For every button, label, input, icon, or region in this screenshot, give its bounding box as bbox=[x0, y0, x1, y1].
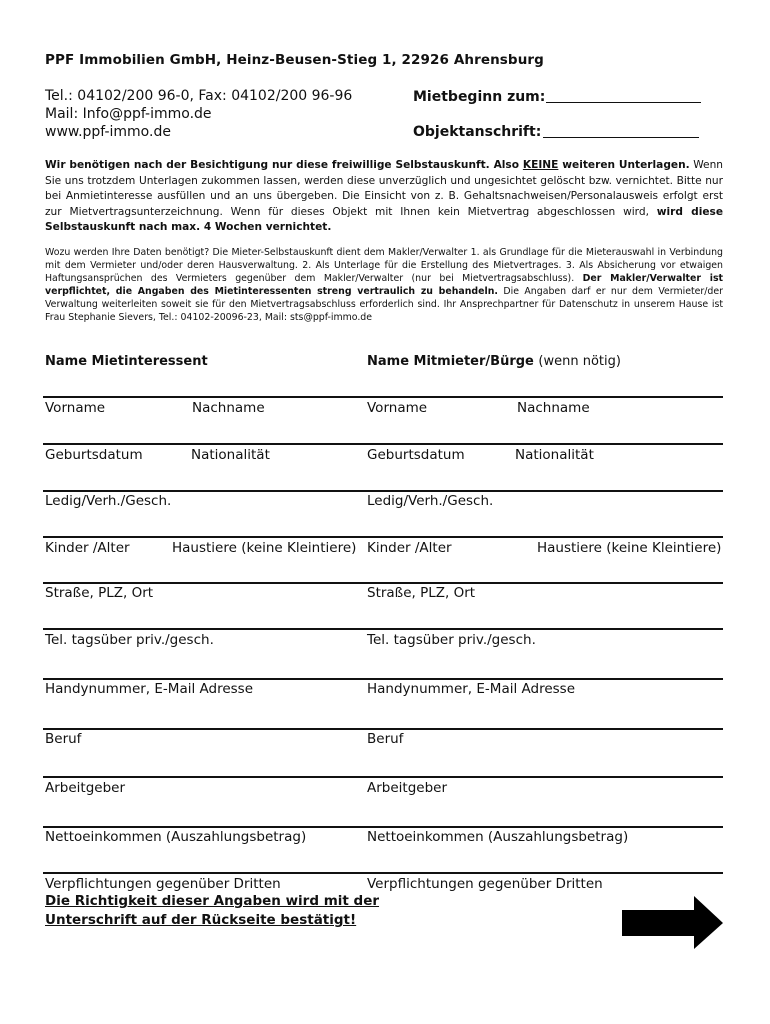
field-familienstand[interactable]: Ledig/Verh./Gesch. bbox=[45, 493, 172, 509]
company-header: PPF Immobilien GmbH, Heinz-Beusen-Stieg 1, 22926 Ahrensburg bbox=[45, 52, 544, 68]
objektanschrift-label: Objektanschrift: bbox=[413, 124, 542, 140]
form-rule bbox=[43, 826, 723, 828]
mietbeginn-label: Mietbeginn zum: bbox=[413, 89, 546, 105]
form-rule bbox=[43, 443, 723, 445]
arrow-right-icon bbox=[622, 896, 724, 950]
field-strasse-2[interactable]: Straße, PLZ, Ort bbox=[367, 585, 476, 601]
field-arbeitgeber[interactable]: Arbeitgeber bbox=[45, 780, 126, 796]
field-kinder[interactable]: Kinder /Alter bbox=[45, 540, 130, 556]
field-nachname-2[interactable]: Nachname bbox=[517, 400, 590, 416]
field-arbeitgeber-2[interactable]: Arbeitgeber bbox=[367, 780, 448, 796]
field-nachname[interactable]: Nachname bbox=[192, 400, 265, 416]
form-rule bbox=[43, 396, 723, 398]
field-haustiere[interactable]: Haustiere (keine Kleintiere) bbox=[172, 540, 357, 556]
field-verpflichtungen-2[interactable]: Verpflichtungen gegenüber Dritten bbox=[367, 876, 603, 892]
field-nationalitaet-2[interactable]: Nationalität bbox=[515, 447, 594, 463]
field-haustiere-2[interactable]: Haustiere (keine Kleintiere) bbox=[537, 540, 722, 556]
field-geburtsdatum[interactable]: Geburtsdatum bbox=[45, 447, 143, 463]
field-strasse[interactable]: Straße, PLZ, Ort bbox=[45, 585, 154, 601]
confirmation-note: Die Richtigkeit dieser Angaben wird mit der Unterschrift auf der Rückseite bestätigt! bbox=[45, 893, 380, 928]
form-rule bbox=[43, 536, 723, 538]
field-handy[interactable]: Handynummer, E-Mail Adresse bbox=[45, 681, 254, 697]
field-tel[interactable]: Tel. tagsüber priv./gesch. bbox=[45, 632, 214, 648]
mietbeginn-input-line[interactable] bbox=[546, 102, 701, 103]
field-geburtsdatum-2[interactable]: Geburtsdatum bbox=[367, 447, 465, 463]
form-rule bbox=[43, 776, 723, 778]
privacy-paragraph: Wozu werden Ihre Daten benötigt? Die Mieter-Selbstauskunft dient dem Makler/Verwalter 1. als Grundlage für die Mieterauswahl in Verbindung mit dem Vermieter und/oder deren Hausverwaltung. 2. Als Unterlage für die Erstellung des Mietvertrages. 3. Als Absicherung vor etwaigen Haftungsansprüchen des Vermieters gegenüber dem Makler/Verwalter (nur bei Mietvertragsabschluss). Der Makler/Verwalter ist verpflichtet, die Angaben des Mietinteressenten streng vertraulich zu behandeln. Die Angaben darf er nur dem Vermieter/der Verwaltung weiterleiten soweit sie für den Mietvertragsabschluss erforderlich sind. Ihr Ansprechpartner für Datenschutz in unserem Hause ist Frau Stephanie Sievers, Tel.: 04102-20096-23, Mail: sts@ppf-immo.de bbox=[45, 247, 724, 323]
field-verpflichtungen[interactable]: Verpflichtungen gegenüber Dritten bbox=[45, 876, 281, 892]
right-column-heading: Name Mitmieter/Bürge (wenn nötig) bbox=[367, 354, 621, 369]
field-tel-2[interactable]: Tel. tagsüber priv./gesch. bbox=[367, 632, 536, 648]
objektanschrift-input-line[interactable] bbox=[543, 137, 699, 138]
field-netto[interactable]: Nettoeinkommen (Auszahlungsbetrag) bbox=[45, 829, 307, 845]
form-rule bbox=[43, 582, 723, 584]
field-netto-2[interactable]: Nettoeinkommen (Auszahlungsbetrag) bbox=[367, 829, 629, 845]
field-familienstand-2[interactable]: Ledig/Verh./Gesch. bbox=[367, 493, 494, 509]
left-column-heading: Name Mietinteressent bbox=[45, 354, 208, 369]
form-rule bbox=[43, 678, 723, 680]
field-beruf[interactable]: Beruf bbox=[45, 731, 82, 747]
contact-phone: Tel.: 04102/200 96-0, Fax: 04102/200 96-96 bbox=[45, 88, 353, 104]
field-handy-2[interactable]: Handynummer, E-Mail Adresse bbox=[367, 681, 576, 697]
form-rule bbox=[43, 728, 723, 730]
intro-paragraph: Wir benötigen nach der Besichtigung nur diese freiwillige Selbstauskunft. Also KEINE weiteren Unterlagen. Wenn Sie uns trotzdem Unterlagen zukommen lassen, werden diese unverzüglich und ungesichtet gelöscht bzw. vernichtet. Bitte nur bei Anmietinteresse ausfüllen und an uns übergeben. Die Einsicht von z. B. Gehaltsnachweisen/Personalausweis erfolgt erst zur Mietvertragsunterzeichnung. Wenn für dieses Objekt mit Ihnen kein Mietvertrag abgeschlossen wird, wird diese Selbstauskunft nach max. 4 Wochen vernichtet. bbox=[45, 159, 724, 234]
contact-web: www.ppf-immo.de bbox=[45, 124, 171, 140]
field-kinder-2[interactable]: Kinder /Alter bbox=[367, 540, 452, 556]
form-rule bbox=[43, 872, 723, 874]
field-beruf-2[interactable]: Beruf bbox=[367, 731, 404, 747]
field-nationalitaet[interactable]: Nationalität bbox=[191, 447, 270, 463]
form-rule bbox=[43, 490, 723, 492]
field-vorname-2[interactable]: Vorname bbox=[367, 400, 428, 416]
form-rule bbox=[43, 628, 723, 630]
contact-mail: Mail: Info@ppf-immo.de bbox=[45, 106, 212, 122]
field-vorname[interactable]: Vorname bbox=[45, 400, 106, 416]
